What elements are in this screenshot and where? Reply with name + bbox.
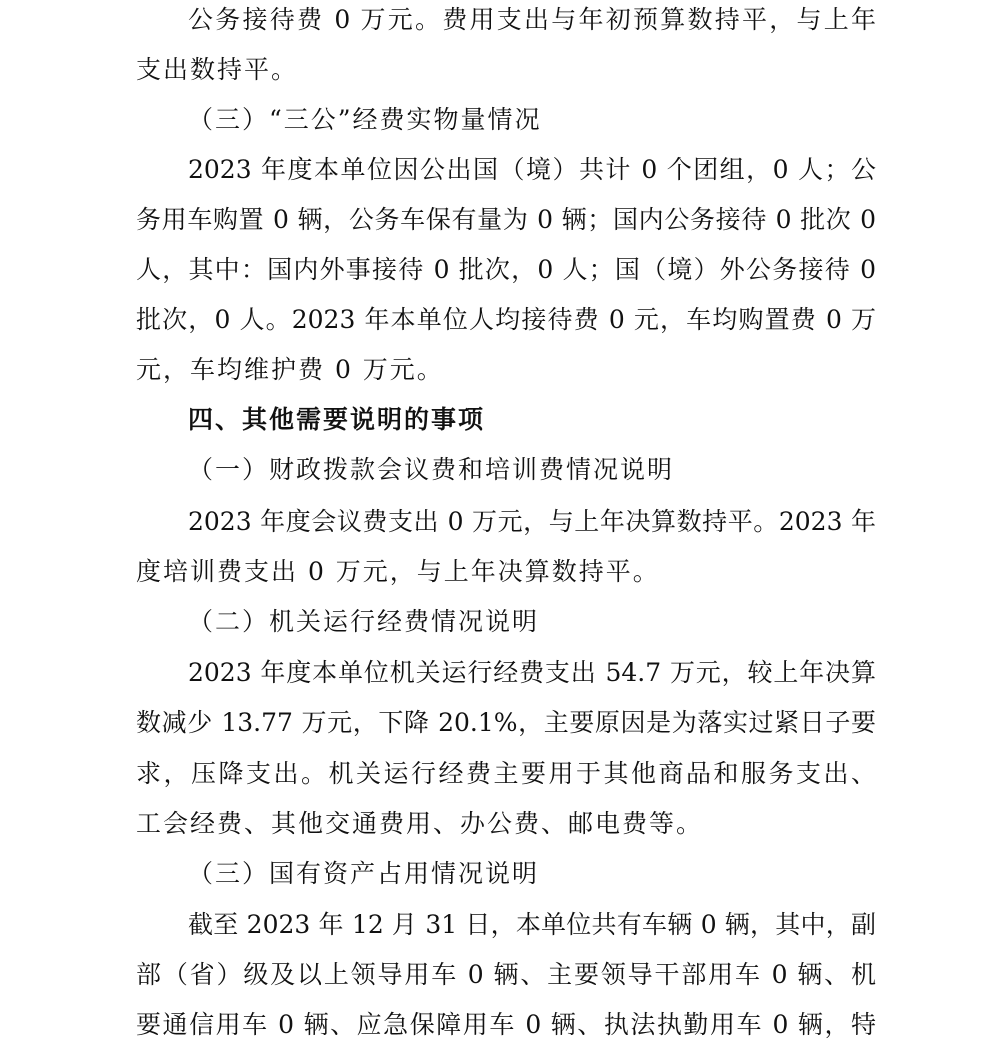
section-subheading: （三）国有资产占用情况说明 [188, 859, 540, 888]
section-subheading: （二）机关运行经费情况说明 [188, 607, 540, 636]
text-line: 要通信用车 0 辆、应急保障用车 0 辆、执法执勤用车 0 辆，特 [136, 1010, 876, 1039]
text-line: 截至 2023 年 12 月 31 日，本单位共有车辆 0 辆，其中，副 [188, 910, 876, 939]
text-line: 度培训费支出 0 万元，与上年决算数持平。 [136, 557, 660, 586]
section-heading: 四、其他需要说明的事项 [188, 405, 486, 434]
text-line: 务用车购置 0 辆，公务车保有量为 0 辆；国内公务接待 0 批次 0 [136, 205, 876, 234]
text-line: 数减少 13.77 万元，下降 20.1%，主要原因是为落实过紧日子要 [136, 708, 876, 737]
section-subheading: （三）“三公”经费实物量情况 [188, 105, 542, 134]
text-line: 批次，0 人。2023 年本单位人均接待费 0 元，车均购置费 0 万 [136, 305, 876, 334]
text-line: 求，压降支出。机关运行经费主要用于其他商品和服务支出、 [136, 759, 876, 788]
text-line: 2023 年度本单位因公出国（境）共计 0 个团组，0 人；公 [188, 155, 876, 184]
text-line: 元，车均维护费 0 万元。 [136, 355, 444, 384]
text-line: 人，其中：国内外事接待 0 批次，0 人；国（境）外公务接待 0 [136, 255, 876, 284]
text-line: 2023 年度本单位机关运行经费支出 54.7 万元，较上年决算 [188, 658, 876, 687]
text-line: 2023 年度会议费支出 0 万元，与上年决算数持平。2023 年 [188, 507, 876, 536]
section-subheading: （一）财政拨款会议费和培训费情况说明 [188, 455, 675, 484]
text-line: 支出数持平。 [136, 55, 299, 84]
text-line: 工会经费、其他交通费用、办公费、邮电费等。 [136, 809, 704, 838]
text-line: 部（省）级及以上领导用车 0 辆、主要领导干部用车 0 辆、机 [136, 960, 876, 989]
text-line: 公务接待费 0 万元。费用支出与年初预算数持平，与上年 [188, 5, 876, 34]
